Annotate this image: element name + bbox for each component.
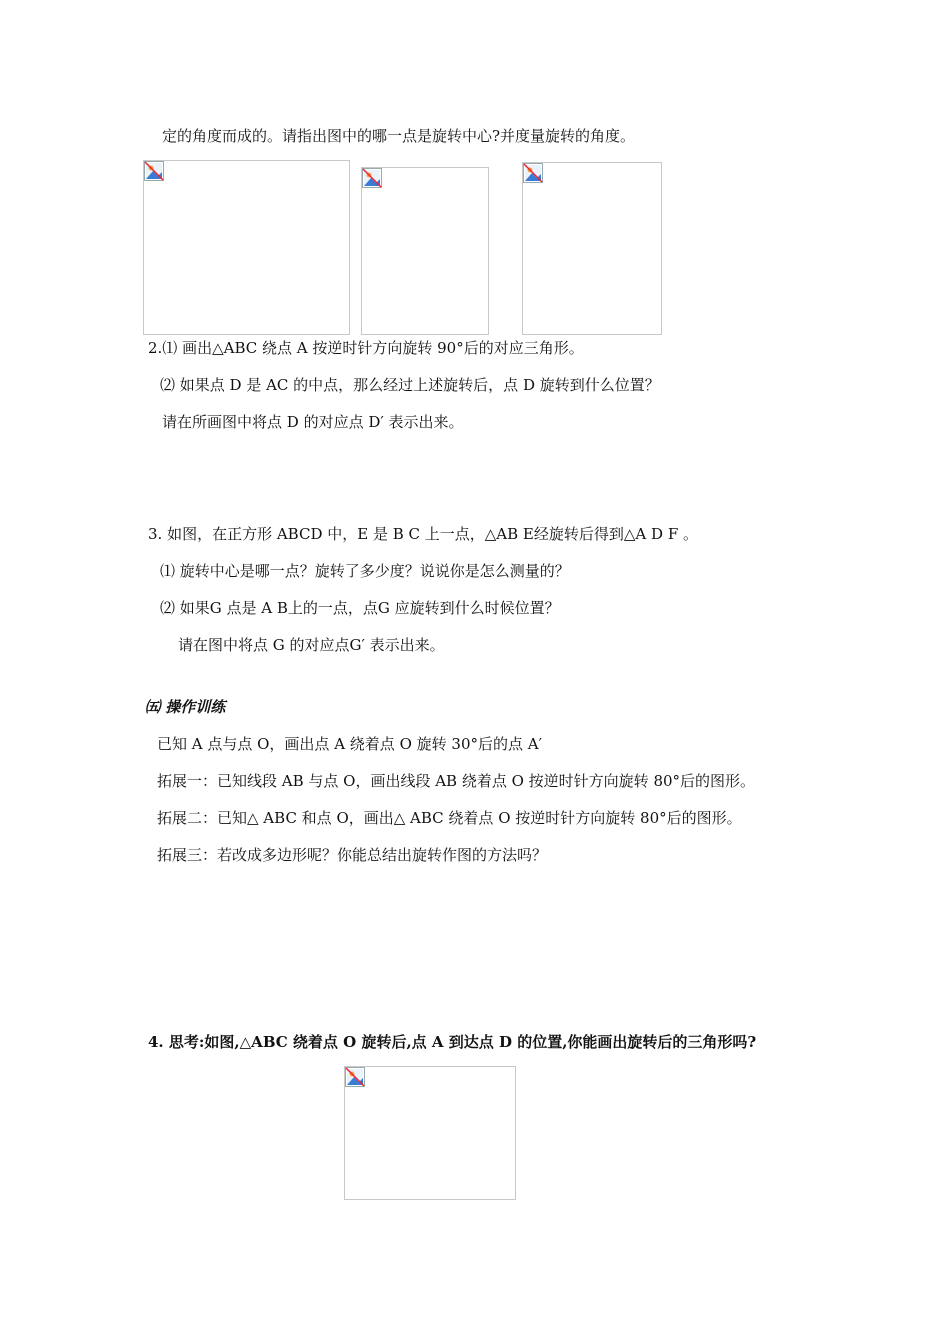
section-heading-operation-training: ㈤ 操作训练	[145, 698, 226, 716]
question-3-part-2: ⑵ 如果G 点是 A B上的一点，点G 应旋转到什么时候位置？	[160, 599, 560, 617]
broken-image-icon	[362, 168, 382, 188]
figure-image-1	[143, 160, 350, 335]
operation-task-1: 已知 A 点与点 O，画出点 A 绕着点 O 旋转 30°后的点 A′	[157, 735, 542, 753]
question-3-part-3: 请在图中将点 G 的对应点G′ 表示出来。	[178, 636, 445, 654]
operation-extension-2: 拓展二：已知△ ABC 和点 O，画出△ ABC 绕着点 O 按逆时针方向旋转 80°后的图形。	[157, 809, 742, 827]
question-2-part-1: 2.⑴ 画出△ABC 绕点 A 按逆时针方向旋转 90°后的对应三角形。	[148, 339, 584, 357]
broken-image-icon	[345, 1067, 365, 1087]
broken-image-icon	[144, 161, 164, 181]
operation-extension-1: 拓展一：已知线段 AB 与点 O，画出线段 AB 绕着点 O 按逆时针方向旋转 80°后的图形。	[157, 772, 756, 790]
broken-image-icon	[523, 163, 543, 183]
figure-image-3	[522, 162, 662, 335]
question-3-part-1: ⑴ 旋转中心是哪一点？旋转了多少度？说说你是怎么测量的？	[160, 562, 570, 580]
text-line-rotation-angle: 定的角度而成的。请指出图中的哪一点是旋转中心?并度量旋转的角度。	[162, 127, 636, 145]
question-4-think: 4. 思考:如图,△ABC 绕着点 O 旋转后,点 A 到达点 D 的位置,你能画出旋转后的三角形吗?	[148, 1033, 757, 1051]
question-3-intro: 3. 如图，在正方形 ABCD 中，E 是 B C 上一点，△AB E经旋转后得到△A D F 。	[148, 525, 698, 543]
figure-image-4	[344, 1066, 516, 1200]
question-2-part-3: 请在所画图中将点 D 的对应点 D′ 表示出来。	[162, 413, 464, 431]
figure-image-2	[361, 167, 489, 335]
question-2-part-2: ⑵ 如果点 D 是 AC 的中点，那么经过上述旋转后，点 D 旋转到什么位置？	[160, 376, 660, 394]
operation-extension-3: 拓展三：若改成多边形呢？你能总结出旋转作图的方法吗？	[157, 846, 548, 864]
